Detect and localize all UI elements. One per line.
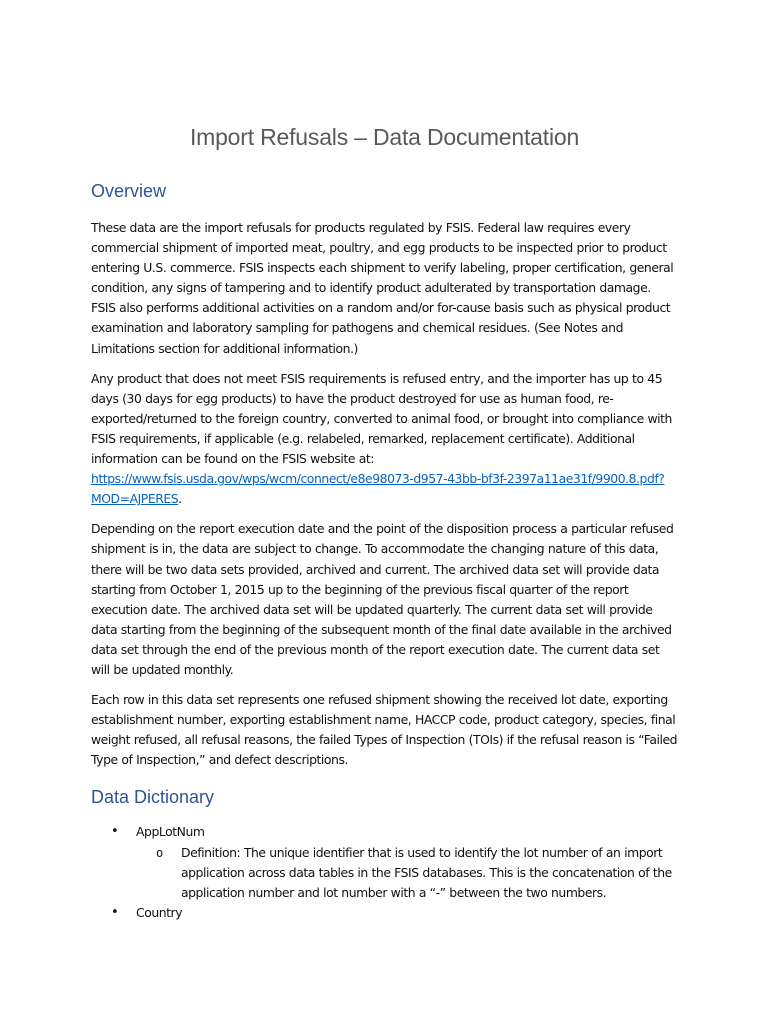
sub-list xyxy=(136,843,678,903)
paragraph-2-end: . xyxy=(178,491,182,507)
field-name-country: Country xyxy=(136,904,183,920)
list-item xyxy=(136,843,678,903)
bullet-icon: • xyxy=(111,904,119,920)
field-name-applotnum: AppLotNum xyxy=(136,824,205,840)
overview-heading: Overview xyxy=(91,181,167,201)
overview-paragraph-1: These data are the import refusals for products regulated by FSIS. Federal law requires every commercial shipment of imported meat, poultry, and egg products to be inspected prior to product entering U.S. commerce. FSIS inspects each shipment to verify labeling, proper certification, general condition, any signs of tampering and to identify product adulterated by transportation damage. FSIS also performs additional activities on a random and/or for-cause basis such as physical product examination and laboratory sampling for pathogens and chemical residues. (See Notes and Limitations section for additional information.) xyxy=(91,220,674,356)
overview-paragraph-4: Each row in this data set represents one refused shipment showing the received lot date, exporting establishment number, exporting establishment name, HACCP code, product category, species, final weight refused, all refusal reasons, the failed Types of Inspection (TOIs) if the refusal reason is “Failed Type of Inspection,” and defect descriptions. xyxy=(91,692,678,768)
fsis-website-link[interactable]: https://www.fsis.usda.gov/wps/wcm/connect/e8e98073-d957-43bb-bf3f-2397a11ae31f/9900.8.pdf?MOD=AJPERES xyxy=(91,471,665,507)
data-dictionary-list xyxy=(91,822,678,922)
data-dictionary-heading: Data Dictionary xyxy=(91,787,215,808)
overview-paragraph-3: Depending on the report execution date and the point of the disposition process a particular refused shipment is in, the data are subject to change. To accommodate the changing nature of this data, there will be two data sets provided, archived and current. The archived data set will provide data starting from October 1, 2015 up to the beginning of the previous fiscal quarter of the report execution date. The archived data set will be updated quarterly. The current data set will provide data starting from the beginning of the subsequent month of the final date available in the archived data set through the end of the previous month of the report execution date. The current data set will be updated monthly. xyxy=(91,521,674,677)
field-definition-applotnum: Definition: The unique identifier that is used to identify the lot number of an import application across data tables in the FSIS databases. This is the concatenation of the application number and lot number with a “-” between the two numbers. xyxy=(181,844,672,900)
sub-bullet-icon: o xyxy=(156,845,163,860)
list-item xyxy=(91,822,678,902)
list-item xyxy=(91,903,678,923)
overview-paragraph-2 xyxy=(91,369,678,510)
paragraph-2-text: Any product that does not meet FSIS requirements is refused entry, and the importer has up to 45 days (30 days for egg products) to have the product destroyed for use as human food, re-exported/returned to the foreign country, converted to animal food, or brought into compliance with FSIS requirements, if applicable (e.g. relabeled, remarked, replacement certificate). Additional information can be found on the FSIS website at: xyxy=(91,370,672,467)
bullet-icon: • xyxy=(111,824,119,840)
document-title: Import Refusals – Data Documentation xyxy=(189,124,580,150)
